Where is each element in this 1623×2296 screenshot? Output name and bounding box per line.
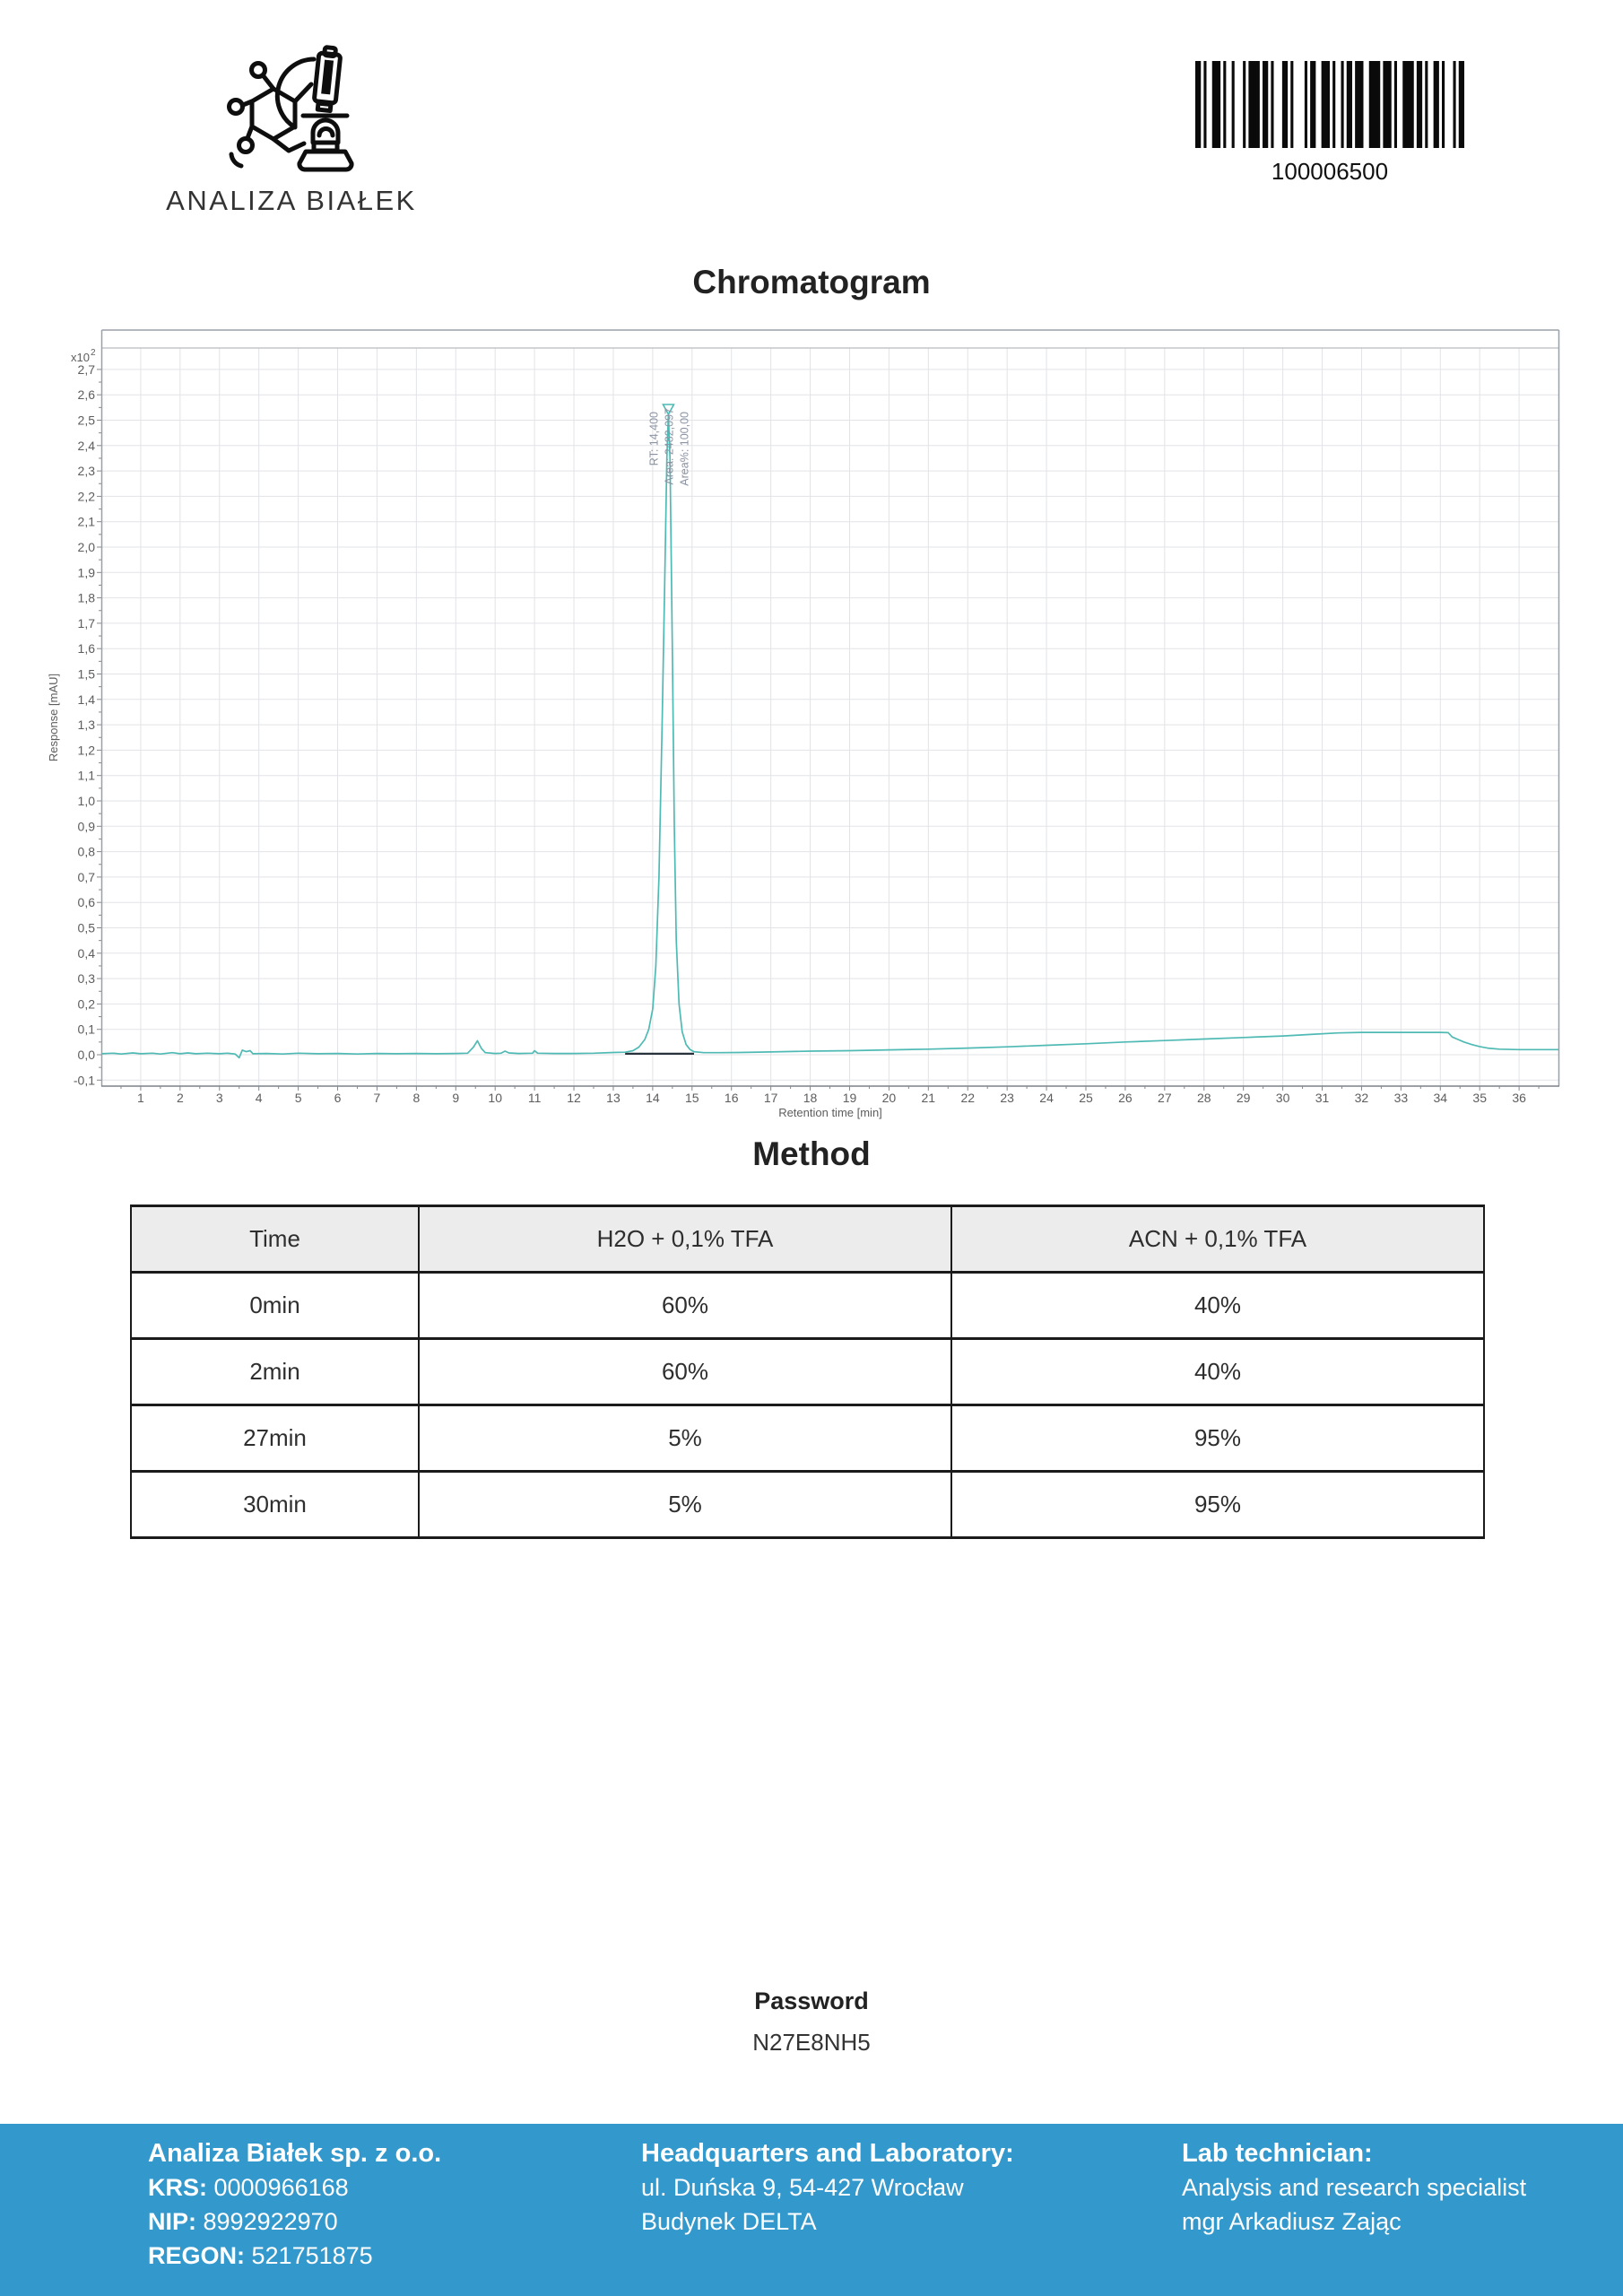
- chromatogram-title: Chromatogram: [692, 264, 931, 300]
- footer-nip: NIP: 8992922970: [148, 2208, 338, 2235]
- footer-technician-line1: Analysis and research specialist: [1182, 2174, 1527, 2201]
- method-cell: 60%: [419, 1273, 951, 1339]
- method-column-header: ACN + 0,1% TFA: [951, 1206, 1484, 1273]
- svg-text:Area%: 100,00: Area%: 100,00: [678, 412, 691, 486]
- svg-text:17: 17: [763, 1091, 778, 1105]
- svg-text:27: 27: [1158, 1091, 1172, 1105]
- svg-text:22: 22: [960, 1091, 976, 1105]
- svg-text:1,3: 1,3: [77, 718, 95, 733]
- svg-text:1: 1: [137, 1091, 144, 1105]
- method-cell: 60%: [419, 1339, 951, 1405]
- x-axis-title: Retention time [min]: [778, 1106, 882, 1119]
- svg-text:2,5: 2,5: [77, 413, 95, 428]
- svg-text:1,2: 1,2: [77, 743, 95, 758]
- svg-text:1,8: 1,8: [77, 590, 95, 605]
- method-table-header: [131, 1206, 1484, 1273]
- chromatogram-chart: [0, 305, 1623, 1139]
- svg-text:33: 33: [1393, 1091, 1409, 1105]
- svg-text:2,7: 2,7: [77, 361, 95, 377]
- svg-text:-0,1: -0,1: [73, 1073, 95, 1088]
- peak-annotation: [647, 408, 690, 486]
- svg-text:1,0: 1,0: [77, 794, 95, 808]
- method-column-header: Time: [131, 1206, 419, 1273]
- barcode: [1195, 61, 1464, 148]
- svg-text:0,6: 0,6: [77, 895, 95, 910]
- microscope-molecule-logo-icon: [224, 45, 361, 178]
- footer-address-line1: ul. Duńska 9, 54-427 Wrocław: [641, 2174, 964, 2201]
- method-cell: 40%: [951, 1339, 1484, 1405]
- svg-text:6: 6: [334, 1091, 342, 1105]
- svg-text:RT: 14,400: RT: 14,400: [647, 412, 661, 466]
- method-row: [131, 1339, 1484, 1405]
- svg-text:35: 35: [1472, 1091, 1487, 1105]
- method-row: [131, 1405, 1484, 1472]
- svg-text:1,7: 1,7: [77, 615, 95, 631]
- svg-text:18: 18: [803, 1091, 818, 1105]
- footer-company-name: Analiza Białek sp. z o.o.: [148, 2139, 442, 2168]
- svg-text:0,9: 0,9: [77, 819, 95, 834]
- footer-technician-title: Lab technician:: [1182, 2139, 1373, 2168]
- svg-text:34: 34: [1433, 1091, 1448, 1105]
- svg-text:29: 29: [1236, 1091, 1251, 1105]
- footer-headquarters-title: Headquarters and Laboratory:: [641, 2139, 1014, 2168]
- svg-text:1,5: 1,5: [77, 666, 95, 682]
- password-label: Password: [754, 1987, 869, 2014]
- svg-text:1,6: 1,6: [77, 641, 95, 657]
- svg-text:2,2: 2,2: [77, 489, 95, 504]
- svg-text:19: 19: [842, 1091, 857, 1105]
- method-cell: 0min: [131, 1273, 419, 1339]
- svg-text:0,7: 0,7: [77, 869, 95, 884]
- svg-text:23: 23: [1000, 1091, 1014, 1105]
- y-axis-title: Response [mAU]: [47, 673, 60, 762]
- svg-text:32: 32: [1354, 1091, 1369, 1105]
- svg-text:2,0: 2,0: [77, 540, 95, 554]
- svg-text:Area: 2482,097: Area: 2482,097: [663, 408, 676, 485]
- svg-text:2: 2: [91, 348, 96, 358]
- footer-technician-line2: mgr Arkadiusz Zając: [1182, 2208, 1402, 2235]
- svg-text:21: 21: [921, 1091, 936, 1105]
- method-table-body: [131, 1273, 1484, 1538]
- svg-text:26: 26: [1118, 1091, 1133, 1105]
- svg-text:10: 10: [488, 1091, 502, 1105]
- svg-text:20: 20: [881, 1091, 897, 1105]
- method-row: [131, 1472, 1484, 1538]
- footer-bar: [0, 2124, 1623, 2296]
- password-value: N27E8NH5: [752, 2029, 871, 2056]
- svg-text:5: 5: [294, 1091, 302, 1105]
- method-cell: 5%: [419, 1405, 951, 1472]
- svg-text:14: 14: [646, 1091, 660, 1105]
- svg-text:2,4: 2,4: [77, 438, 95, 453]
- svg-text:28: 28: [1196, 1091, 1211, 1105]
- svg-text:15: 15: [685, 1091, 699, 1105]
- method-title: Method: [752, 1135, 871, 1172]
- svg-text:0,4: 0,4: [77, 945, 95, 961]
- svg-text:2,1: 2,1: [77, 514, 95, 529]
- barcode-number: 100006500: [1271, 158, 1389, 185]
- svg-text:31: 31: [1315, 1091, 1330, 1105]
- method-header-row: [131, 1206, 1484, 1273]
- svg-text:x10: x10: [71, 351, 90, 364]
- svg-text:3: 3: [215, 1091, 223, 1105]
- method-cell: 40%: [951, 1273, 1484, 1339]
- svg-text:1,9: 1,9: [77, 565, 95, 580]
- footer-headquarters-block: [641, 2136, 1014, 2239]
- svg-text:1,4: 1,4: [77, 691, 95, 707]
- svg-text:36: 36: [1512, 1091, 1526, 1105]
- method-row: [131, 1273, 1484, 1339]
- svg-text:0,2: 0,2: [77, 996, 95, 1012]
- footer-company-block: [148, 2136, 441, 2273]
- svg-text:0,1: 0,1: [77, 1022, 95, 1037]
- svg-text:13: 13: [606, 1091, 621, 1105]
- svg-text:11: 11: [527, 1091, 542, 1105]
- svg-text:2,3: 2,3: [77, 464, 95, 479]
- svg-text:7: 7: [373, 1091, 381, 1105]
- svg-text:0,8: 0,8: [77, 844, 95, 859]
- company-logo-text: ANALIZA BIAŁEK: [166, 185, 417, 216]
- svg-text:2,6: 2,6: [77, 387, 95, 403]
- footer-address-line2: Budynek DELTA: [641, 2208, 817, 2235]
- method-cell: 30min: [131, 1472, 419, 1538]
- method-cell: 95%: [951, 1405, 1484, 1472]
- footer-regon: REGON: 521751875: [148, 2242, 373, 2269]
- method-table-wrap: [130, 1205, 1485, 1539]
- chart-grid: [102, 348, 1559, 1086]
- chart-frame: [101, 330, 1559, 1086]
- method-cell: 27min: [131, 1405, 419, 1472]
- footer-technician-block: [1182, 2136, 1526, 2239]
- method-cell: 95%: [951, 1472, 1484, 1538]
- footer-krs: KRS: 0000966168: [148, 2174, 349, 2201]
- svg-text:24: 24: [1039, 1091, 1054, 1105]
- svg-text:8: 8: [412, 1091, 421, 1105]
- svg-text:0,0: 0,0: [77, 1048, 95, 1062]
- svg-text:16: 16: [724, 1091, 739, 1105]
- method-table: [130, 1205, 1485, 1539]
- svg-text:4: 4: [255, 1091, 263, 1105]
- svg-text:12: 12: [567, 1091, 581, 1105]
- svg-text:30: 30: [1275, 1091, 1290, 1105]
- method-cell: 2min: [131, 1339, 419, 1405]
- svg-text:9: 9: [452, 1091, 460, 1105]
- chromatogram-trace: [101, 415, 1558, 1058]
- svg-text:25: 25: [1079, 1091, 1093, 1105]
- method-column-header: H2O + 0,1% TFA: [419, 1206, 951, 1273]
- svg-text:1,1: 1,1: [77, 768, 95, 783]
- svg-text:0,3: 0,3: [77, 971, 95, 987]
- svg-text:2: 2: [176, 1091, 184, 1105]
- svg-text:0,5: 0,5: [77, 920, 95, 935]
- method-cell: 5%: [419, 1472, 951, 1538]
